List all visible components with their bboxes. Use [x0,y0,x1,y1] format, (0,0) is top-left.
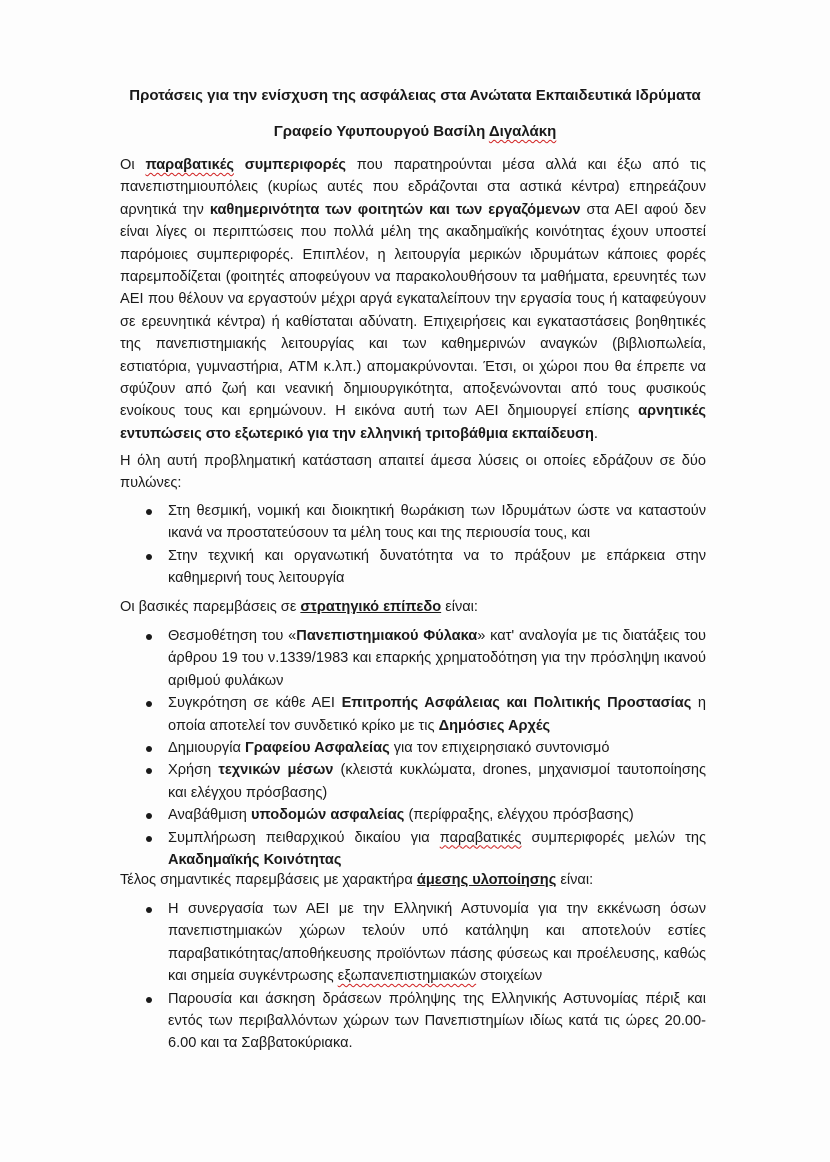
pillars-intro-paragraph: Η όλη αυτή προβληματική κατάσταση απαιτεί άμεσα λύσεις οι οποίες εδράζουν σε δύο πυλώνες: [120,453,706,492]
spellcheck-word: Διγαλάκη [488,123,557,140]
highlight-term: καθημερινότητα των φοιτητών και των εργαζόμενων [209,201,581,218]
bullet-icon [146,907,152,913]
bullet-icon [146,634,152,640]
highlight-term: στρατηγικό επίπεδο [300,599,442,615]
list-item: Συγκρότηση σε κάθε ΑΕΙ Επιτροπής Ασφάλειας και Πολιτικής Προστασίας η οποία αποτελεί τον συνδετικό κρίκο με τις Δημόσιες Αρχές [120,692,706,737]
pillars-list [120,500,706,590]
list-item: Στη θεσμική, νομική και διοικητική θωράκιση των Ιδρυμάτων ώστε να καταστούν ικανά να προστατεύσουν τα μέλη τους και της περιουσία τους, και [120,500,706,545]
spellcheck-word: παραβατικές [439,829,522,846]
highlight-term: αρνητικές εντυπώσεις στο εξωτερικό για την ελληνική τριτοβάθμια εκπαίδευση [120,403,706,442]
bullet-icon [146,836,152,842]
strategic-heading-paragraph: Οι βασικές παρεμβάσεις σε στρατηγικό επίπεδο είναι: [120,599,478,615]
bullet-icon [146,509,152,515]
bullet-icon [146,997,152,1003]
list-item: Χρήση τεχνικών μέσων (κλειστά κυκλώματα, drones, μηχανισμοί ταυτοποίησης και ελέγχου πρόσβασης) [120,759,706,804]
list-item: Παρουσία και άσκηση δράσεων πρόληψης της Ελληνικής Αστυνομίας πέριξ και εντός των περιβαλλόντων χώρων των Πανεπιστημίων ιδίως κατά τις ώρες 20.00-6.00 και τα Σαββατοκύριακα. [120,988,706,1055]
list-item: Θεσμοθέτηση του «Πανεπιστημιακού Φύλακα» κατ' αναλογία με τις διατάξεις του άρθρου 19 του ν.1339/1983 και επαρκής χρηματοδότηση για την πρόσληψη ικανού αριθμού φυλάκων [120,625,706,692]
immediate-interventions-list [120,898,706,1055]
bullet-icon [146,701,152,707]
list-item: Δημιουργία Γραφείου Ασφαλείας για τον επιχειρησιακό συντονισμό [120,737,706,759]
bullet-icon [146,813,152,819]
bullet-icon [146,746,152,752]
strategic-interventions-list [120,625,706,871]
list-item: Αναβάθμιση υποδομών ασφαλείας (περίφραξης, ελέγχου πρόσβασης) [120,804,706,826]
list-item: Η συνεργασία των ΑΕΙ με την Ελληνική Αστυνομία για την εκκένωση όσων πανεπιστημιακών χώρων τελούν υπό κατάληψη και αποτελούν εστίες παραβατικότητας/αποθήκευσης προϊόντων πάσης φύσεως και προέλευσης, καθώς και σημεία συγκέντρωσης εξωπανεπιστημιακών στοιχείων [120,898,706,988]
spellcheck-word: εξωπανεπιστημιακών [337,968,477,985]
highlight-term: παραβατικές [145,157,234,173]
highlight-term: άμεσης υλοποίησης [416,872,557,888]
document-subtitle: Γραφείο Υφυπουργού Βασίλη Διγαλάκη [273,123,557,140]
bullet-icon [146,554,152,560]
list-item: Συμπλήρωση πειθαρχικού δικαίου για παραβατικές συμπεριφορές μελών της Ακαδημαϊκής Κοινότητας [120,827,706,872]
immediate-heading-paragraph: Τέλος σημαντικές παρεμβάσεις με χαρακτήρα άμεσης υλοποίησης είναι: [120,872,594,888]
list-item: Στην τεχνική και οργανωτική δυνατότητα να το πράξουν με επάρκεια στην καθημερινή τους λειτουργία [120,545,706,590]
document-title: Προτάσεις για την ενίσχυση της ασφάλειας στα Ανώτατα Εκπαιδευτικά Ιδρύματα [129,87,701,104]
intro-paragraph: Οι παραβατικές συμπεριφορές που παρατηρούνται μέσα αλλά και έξω από τις πανεπιστημιουπόλεις (κυρίως αυτές που εδράζονται στα αστικά κέντρα) επηρεάζουν αρνητικά την καθημερινότητα των φοιτητών και των εργαζόμενων στα ΑΕΙ αφού δεν είναι λίγες οι περιπτώσεις που πολλά μέλη της ακαδημαϊκής κοινότητας έχουν υποστεί παρόμοιες συμπεριφορές. Επιπλέον, η λειτουργία μερικών ιδρυμάτων κάποιες φορές παρεμποδίζεται (φοιτητές αποφεύγουν να παρακολουθήσουν τα μαθήματα, ερευνητές των ΑΕΙ που θέλουν να εργαστούν μέχρι αργά εγκαταλείπουν την εργασία τους ή καταφεύγουν σε ερευνητικά κέντρα) ή καθίσταται αδύνατη. Επιχειρήσεις και εγκαταστάσεις βοηθητικές της πανεπιστημιακής λειτουργίας και των καθημερινών αναγκών (βιβλιοπωλεία, εστιατόρια, γυμναστήρια, ATM κ.λπ.) απομακρύνονται. Έτσι, οι χώροι που θα έπρεπε να σφύζουν από ζωή και νεανική δημιουργικότητα, αποξενώνονται από τους φυσικούς ενοίκους τους και ερημώνουν. Η εικόνα αυτή των ΑΕΙ δημιουργεί επίσης αρνητικές εντυπώσεις στο εξωτερικό για την ελληνική τριτοβάθμια εκπαίδευση. [120,157,706,442]
bullet-icon [146,768,152,774]
highlight-term: συμπεριφορές [244,157,346,173]
